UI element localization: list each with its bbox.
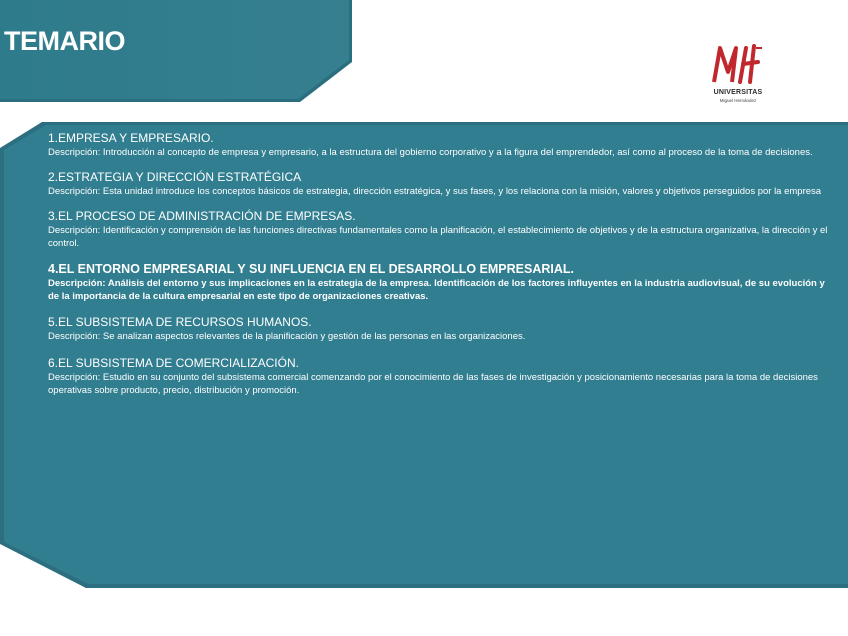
page-title: TEMARIO [4,26,125,56]
topic-item [48,356,828,397]
topic-description: Descripción: Estudio en su conjunto del subsistema comercial comenzando por el conocimiento de las fases de investigación y posicionamiento necesarias para la toma de decisiones operativas sobre producto, precio, distribución y promoción. [48,372,818,396]
topic-title: 4.EL ENTORNO EMPRESARIAL Y SU INFLUENCIA EN EL DESARROLLO EMPRESARIAL. [48,262,574,276]
topic-title: 3.EL PROCESO DE ADMINISTRACIÓN DE EMPRESAS. [48,209,356,223]
topic-description: Descripción: Identificación y comprensión de las funciones directivas fundamentales como la planificación, el establecimiento de objetivos y de la estructura organizativa, la dirección y el control. [48,225,828,249]
topic-description: Descripción: Análisis del entorno y sus implicaciones en la estrategia de la empresa. Identificación de los factores influyentes en la industria audiovisual, de su evolución y de la importancia de la cultura empresarial en este tipo de organizaciones creativas. [48,278,825,302]
logo-text-name: Miguel Hernández [719,98,757,103]
topic-item [48,209,828,250]
topics-list [48,131,828,397]
topic-description: Descripción: Introducción al concepto de empresa y empresario, a la estructura del gobierno corporativo y a la figura del emprendedor, así como al proceso de la toma de decisiones. [48,147,813,158]
topic-description: Descripción: Esta unidad introduce los conceptos básicos de estrategia, dirección estratégica, y sus fases, y los relaciona con la misión, valores y objetivos perseguidos por la empresa [48,186,822,197]
topic-title: 1.EMPRESA Y EMPRESARIO. [48,131,214,145]
topic-item [48,315,828,343]
topic-title: 5.EL SUBSISTEMA DE RECURSOS HUMANOS. [48,315,312,329]
logo-mark-icon [710,42,766,86]
topic-title: 2.ESTRATEGIA Y DIRECCIÓN ESTRATÉGICA [48,170,302,184]
topic-item [48,262,828,303]
university-logo [706,42,770,112]
logo-text-universitas: UNIVERSITAS [713,89,763,96]
topic-item [48,131,828,159]
topic-description: Descripción: Se analizan aspectos relevantes de la planificación y gestión de las personas en las organizaciones. [48,331,526,342]
topic-item [48,170,828,198]
topic-title: 6.EL SUBSISTEMA DE COMERCIALIZACIÓN. [48,356,299,370]
header-banner [0,0,354,104]
